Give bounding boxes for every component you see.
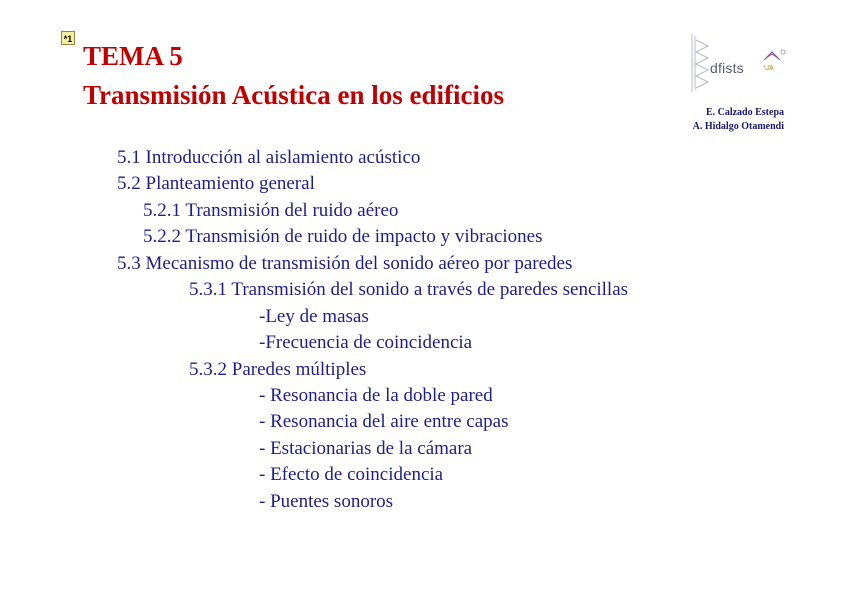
toc-item: 5.2 Planteamiento general	[117, 173, 315, 194]
logo-sub: UA	[764, 65, 774, 72]
toc-item: 5.3 Mecanismo de transmisión del sonido aéreo por paredes	[117, 253, 573, 274]
author-2: A. Hidalgo Otamendi	[692, 121, 784, 132]
toc-item: 5.1 Introducción al aislamiento acústico	[117, 147, 421, 168]
toc-item: -Ley de masas	[259, 306, 369, 327]
title-line-2: Transmisión Acústica en los edificios	[83, 80, 505, 110]
slide-title	[83, 40, 504, 111]
dfists-logo	[686, 32, 790, 94]
toc-item: 5.3.1 Transmisión del sonido a través de paredes sencillas	[189, 279, 629, 300]
toc-item: 5.2.1 Transmisión del ruido aéreo	[143, 200, 399, 221]
comment-marker[interactable]: *1	[61, 31, 75, 45]
toc-item: - Resonancia del aire entre capas	[259, 411, 509, 432]
toc-item: - Puentes sonoros	[259, 491, 394, 512]
authors	[693, 106, 784, 134]
toc-item: 5.3.2 Paredes múltiples	[189, 359, 367, 380]
toc-item: - Efecto de coincidencia	[259, 464, 444, 485]
toc-item: - Estacionarias de la cámara	[259, 438, 473, 459]
toc-item: 5.2.2 Transmisión de ruido de impacto y vibraciones	[143, 226, 543, 247]
logo-name: dfists	[710, 60, 744, 76]
title-line-1: TEMA 5	[83, 41, 183, 71]
toc-item: - Resonancia de la doble pared	[259, 385, 493, 406]
toc-item: -Frecuencia de coincidencia	[259, 332, 473, 353]
author-1: E. Calzado Estepa	[705, 107, 784, 118]
